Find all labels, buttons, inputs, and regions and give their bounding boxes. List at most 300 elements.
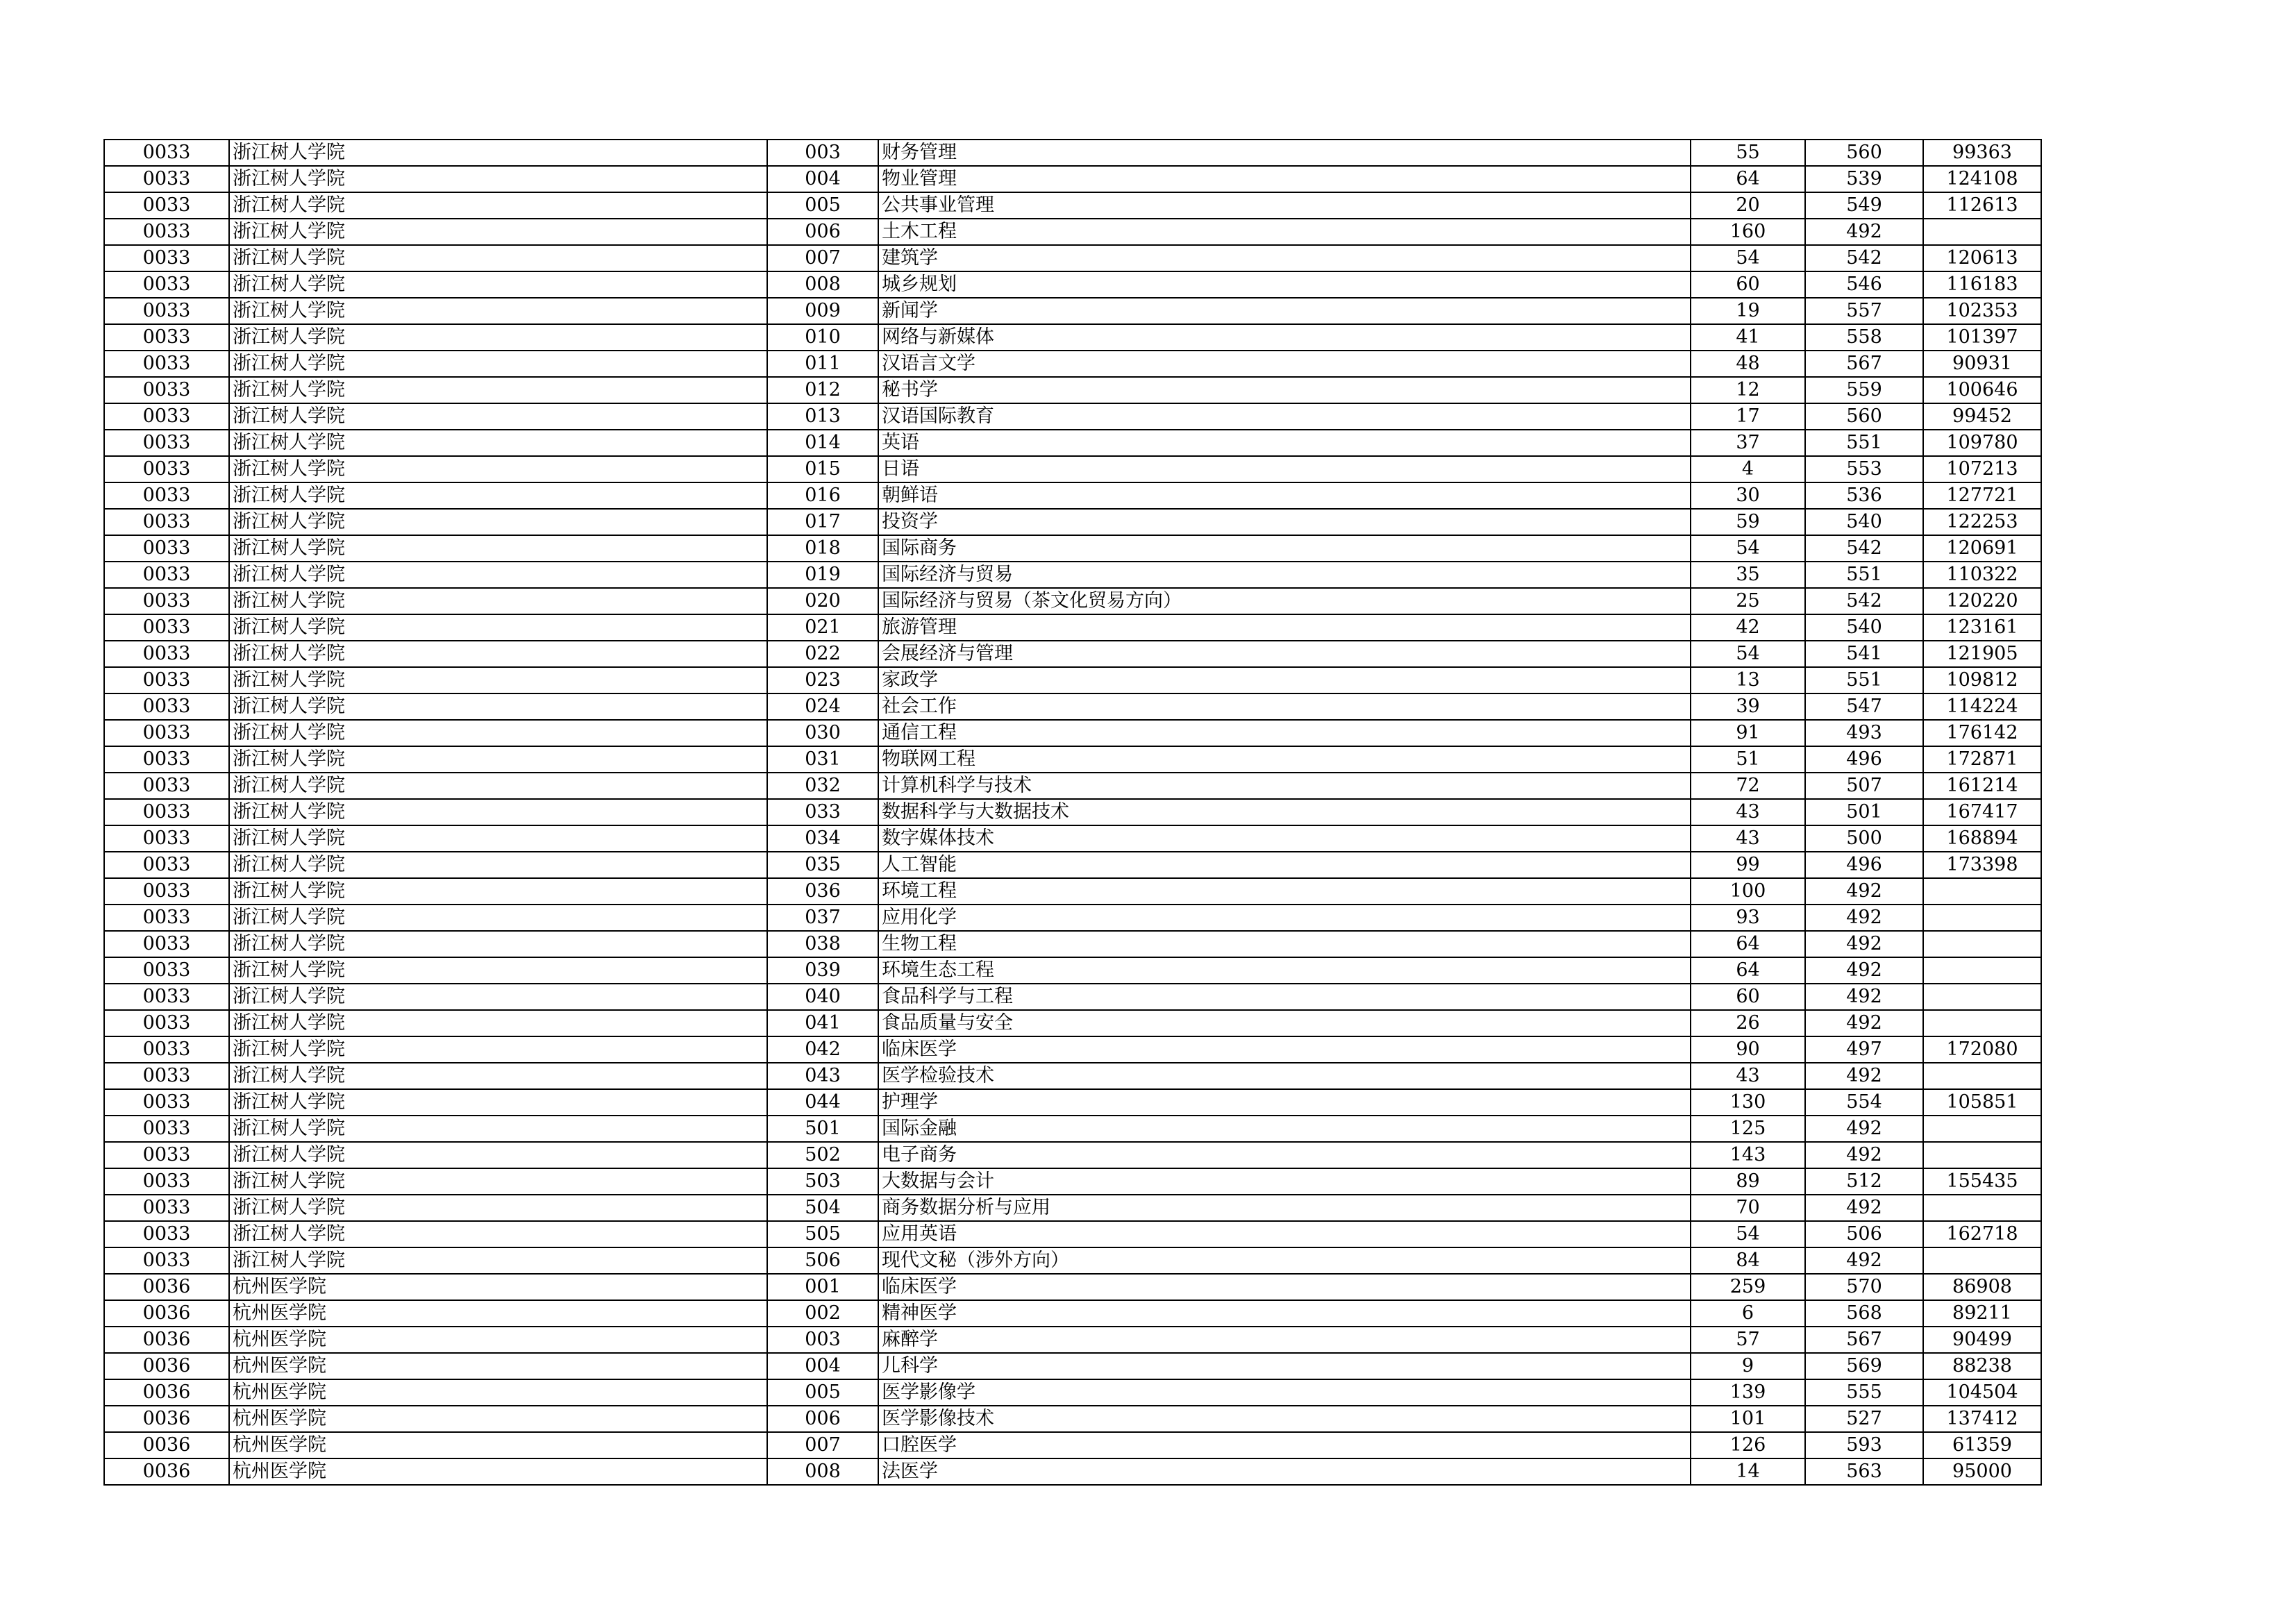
school-code-cell: 0033 — [104, 1063, 229, 1089]
table-row — [104, 825, 2041, 852]
school-name-cell: 杭州医学院 — [229, 1300, 767, 1327]
table-row — [104, 957, 2041, 984]
min-rank-cell — [1923, 878, 2041, 905]
school-code-cell: 0033 — [104, 825, 229, 852]
min-rank-cell — [1923, 1116, 2041, 1142]
major-code-cell: 502 — [767, 1142, 878, 1168]
school-code-cell: 0033 — [104, 720, 229, 746]
min-score-cell: 568 — [1805, 1300, 1923, 1327]
table-row — [104, 1010, 2041, 1036]
school-name-cell: 浙江树人学院 — [229, 825, 767, 852]
major-name-cell: 公共事业管理 — [878, 192, 1691, 219]
major-code-cell: 038 — [767, 931, 878, 957]
school-name-cell: 浙江树人学院 — [229, 1142, 767, 1168]
min-rank-cell: 99452 — [1923, 403, 2041, 430]
min-score-cell: 492 — [1805, 1010, 1923, 1036]
school-code-cell: 0033 — [104, 271, 229, 298]
school-code-cell: 0033 — [104, 799, 229, 825]
major-name-cell: 电子商务 — [878, 1142, 1691, 1168]
school-name-cell: 浙江树人学院 — [229, 351, 767, 377]
major-code-cell: 003 — [767, 1327, 878, 1353]
plan-count-cell: 25 — [1691, 588, 1805, 614]
plan-count-cell: 160 — [1691, 219, 1805, 245]
plan-count-cell: 19 — [1691, 298, 1805, 324]
school-name-cell: 浙江树人学院 — [229, 614, 767, 641]
school-code-cell: 0033 — [104, 1142, 229, 1168]
major-code-cell: 004 — [767, 1353, 878, 1379]
table-row — [104, 403, 2041, 430]
min-score-cell: 501 — [1805, 799, 1923, 825]
plan-count-cell: 57 — [1691, 1327, 1805, 1353]
school-name-cell: 杭州医学院 — [229, 1432, 767, 1458]
table-row — [104, 1406, 2041, 1432]
min-rank-cell: 104504 — [1923, 1379, 2041, 1406]
min-rank-cell — [1923, 984, 2041, 1010]
min-score-cell: 553 — [1805, 456, 1923, 482]
min-rank-cell: 120220 — [1923, 588, 2041, 614]
school-code-cell: 0033 — [104, 641, 229, 667]
major-code-cell: 035 — [767, 852, 878, 878]
school-code-cell: 0033 — [104, 192, 229, 219]
table-row — [104, 140, 2041, 166]
plan-count-cell: 91 — [1691, 720, 1805, 746]
major-code-cell: 036 — [767, 878, 878, 905]
min-rank-cell: 99363 — [1923, 140, 2041, 166]
min-score-cell: 527 — [1805, 1406, 1923, 1432]
min-score-cell: 492 — [1805, 1116, 1923, 1142]
min-rank-cell: 121905 — [1923, 641, 2041, 667]
table-row — [104, 905, 2041, 931]
plan-count-cell: 12 — [1691, 377, 1805, 403]
plan-count-cell: 259 — [1691, 1274, 1805, 1300]
min-rank-cell — [1923, 1195, 2041, 1221]
major-code-cell: 024 — [767, 693, 878, 720]
major-code-cell: 031 — [767, 746, 878, 773]
major-code-cell: 504 — [767, 1195, 878, 1221]
min-rank-cell: 173398 — [1923, 852, 2041, 878]
min-score-cell: 559 — [1805, 377, 1923, 403]
school-name-cell: 浙江树人学院 — [229, 957, 767, 984]
plan-count-cell: 42 — [1691, 614, 1805, 641]
min-rank-cell: 109812 — [1923, 667, 2041, 693]
major-code-cell: 009 — [767, 298, 878, 324]
min-score-cell: 560 — [1805, 140, 1923, 166]
school-name-cell: 浙江树人学院 — [229, 1221, 767, 1247]
school-name-cell: 浙江树人学院 — [229, 509, 767, 535]
major-name-cell: 投资学 — [878, 509, 1691, 535]
plan-count-cell: 64 — [1691, 957, 1805, 984]
school-code-cell: 0033 — [104, 984, 229, 1010]
school-code-cell: 0033 — [104, 456, 229, 482]
table-body — [104, 140, 2041, 1485]
table-row — [104, 1063, 2041, 1089]
major-name-cell: 计算机科学与技术 — [878, 773, 1691, 799]
min-rank-cell: 137412 — [1923, 1406, 2041, 1432]
major-name-cell: 医学检验技术 — [878, 1063, 1691, 1089]
table-row — [104, 166, 2041, 192]
major-name-cell: 家政学 — [878, 667, 1691, 693]
major-name-cell: 国际经济与贸易 — [878, 562, 1691, 588]
table-row — [104, 1379, 2041, 1406]
school-name-cell: 浙江树人学院 — [229, 1247, 767, 1274]
plan-count-cell: 99 — [1691, 852, 1805, 878]
major-code-cell: 033 — [767, 799, 878, 825]
min-score-cell: 555 — [1805, 1379, 1923, 1406]
min-rank-cell: 88238 — [1923, 1353, 2041, 1379]
school-code-cell: 0033 — [104, 403, 229, 430]
school-code-cell: 0033 — [104, 1221, 229, 1247]
school-name-cell: 杭州医学院 — [229, 1327, 767, 1353]
min-score-cell: 551 — [1805, 430, 1923, 456]
min-rank-cell: 167417 — [1923, 799, 2041, 825]
table-row — [104, 1432, 2041, 1458]
school-code-cell: 0033 — [104, 351, 229, 377]
plan-count-cell: 70 — [1691, 1195, 1805, 1221]
min-score-cell: 540 — [1805, 509, 1923, 535]
school-code-cell: 0033 — [104, 1116, 229, 1142]
table-row — [104, 192, 2041, 219]
table-row — [104, 1195, 2041, 1221]
min-rank-cell: 114224 — [1923, 693, 2041, 720]
school-code-cell: 0033 — [104, 957, 229, 984]
admission-table — [103, 139, 2042, 1486]
table-row — [104, 931, 2041, 957]
school-name-cell: 浙江树人学院 — [229, 430, 767, 456]
min-rank-cell: 95000 — [1923, 1458, 2041, 1485]
table-row — [104, 1458, 2041, 1485]
major-name-cell: 物联网工程 — [878, 746, 1691, 773]
min-score-cell: 567 — [1805, 1327, 1923, 1353]
min-rank-cell: 109780 — [1923, 430, 2041, 456]
table-row — [104, 984, 2041, 1010]
plan-count-cell: 20 — [1691, 192, 1805, 219]
min-score-cell: 492 — [1805, 984, 1923, 1010]
major-name-cell: 商务数据分析与应用 — [878, 1195, 1691, 1221]
school-code-cell: 0033 — [104, 878, 229, 905]
major-code-cell: 015 — [767, 456, 878, 482]
school-name-cell: 浙江树人学院 — [229, 324, 767, 351]
min-score-cell: 492 — [1805, 878, 1923, 905]
school-name-cell: 浙江树人学院 — [229, 667, 767, 693]
min-score-cell: 557 — [1805, 298, 1923, 324]
min-score-cell: 593 — [1805, 1432, 1923, 1458]
min-score-cell: 492 — [1805, 1063, 1923, 1089]
table-row — [104, 667, 2041, 693]
school-name-cell: 浙江树人学院 — [229, 905, 767, 931]
table-row — [104, 852, 2041, 878]
min-rank-cell: 122253 — [1923, 509, 2041, 535]
school-code-cell: 0033 — [104, 509, 229, 535]
plan-count-cell: 37 — [1691, 430, 1805, 456]
major-code-cell: 042 — [767, 1036, 878, 1063]
major-code-cell: 040 — [767, 984, 878, 1010]
min-score-cell: 506 — [1805, 1221, 1923, 1247]
plan-count-cell: 60 — [1691, 984, 1805, 1010]
min-score-cell: 493 — [1805, 720, 1923, 746]
plan-count-cell: 60 — [1691, 271, 1805, 298]
major-code-cell: 041 — [767, 1010, 878, 1036]
school-name-cell: 杭州医学院 — [229, 1458, 767, 1485]
major-name-cell: 护理学 — [878, 1089, 1691, 1116]
major-code-cell: 007 — [767, 1432, 878, 1458]
major-name-cell: 旅游管理 — [878, 614, 1691, 641]
min-rank-cell — [1923, 905, 2041, 931]
school-code-cell: 0033 — [104, 1089, 229, 1116]
school-name-cell: 浙江树人学院 — [229, 1195, 767, 1221]
plan-count-cell: 41 — [1691, 324, 1805, 351]
min-rank-cell: 124108 — [1923, 166, 2041, 192]
major-code-cell: 011 — [767, 351, 878, 377]
plan-count-cell: 89 — [1691, 1168, 1805, 1195]
min-rank-cell — [1923, 1063, 2041, 1089]
plan-count-cell: 26 — [1691, 1010, 1805, 1036]
school-name-cell: 浙江树人学院 — [229, 1063, 767, 1089]
min-rank-cell: 105851 — [1923, 1089, 2041, 1116]
major-code-cell: 039 — [767, 957, 878, 984]
min-rank-cell: 100646 — [1923, 377, 2041, 403]
school-name-cell: 浙江树人学院 — [229, 773, 767, 799]
min-score-cell: 496 — [1805, 852, 1923, 878]
school-name-cell: 浙江树人学院 — [229, 456, 767, 482]
min-rank-cell: 172080 — [1923, 1036, 2041, 1063]
min-score-cell: 547 — [1805, 693, 1923, 720]
plan-count-cell: 59 — [1691, 509, 1805, 535]
plan-count-cell: 30 — [1691, 482, 1805, 509]
min-score-cell: 512 — [1805, 1168, 1923, 1195]
school-name-cell: 浙江树人学院 — [229, 799, 767, 825]
plan-count-cell: 64 — [1691, 931, 1805, 957]
min-score-cell: 542 — [1805, 588, 1923, 614]
plan-count-cell: 143 — [1691, 1142, 1805, 1168]
min-rank-cell: 120691 — [1923, 535, 2041, 562]
plan-count-cell: 54 — [1691, 535, 1805, 562]
min-score-cell: 551 — [1805, 562, 1923, 588]
min-rank-cell: 110322 — [1923, 562, 2041, 588]
plan-count-cell: 6 — [1691, 1300, 1805, 1327]
major-name-cell: 财务管理 — [878, 140, 1691, 166]
school-code-cell: 0033 — [104, 693, 229, 720]
table-row — [104, 562, 2041, 588]
school-code-cell: 0033 — [104, 482, 229, 509]
school-name-cell: 浙江树人学院 — [229, 1010, 767, 1036]
min-rank-cell: 123161 — [1923, 614, 2041, 641]
min-rank-cell: 168894 — [1923, 825, 2041, 852]
school-code-cell: 0033 — [104, 773, 229, 799]
school-name-cell: 浙江树人学院 — [229, 1116, 767, 1142]
min-rank-cell: 90499 — [1923, 1327, 2041, 1353]
plan-count-cell: 55 — [1691, 140, 1805, 166]
table-row — [104, 1116, 2041, 1142]
school-code-cell: 0036 — [104, 1379, 229, 1406]
table-row — [104, 799, 2041, 825]
major-name-cell: 麻醉学 — [878, 1327, 1691, 1353]
school-name-cell: 浙江树人学院 — [229, 271, 767, 298]
major-name-cell: 现代文秘（涉外方向） — [878, 1247, 1691, 1274]
min-rank-cell — [1923, 931, 2041, 957]
min-rank-cell — [1923, 957, 2041, 984]
school-code-cell: 0033 — [104, 1247, 229, 1274]
min-score-cell: 569 — [1805, 1353, 1923, 1379]
plan-count-cell: 39 — [1691, 693, 1805, 720]
min-score-cell: 492 — [1805, 219, 1923, 245]
table-row — [104, 1353, 2041, 1379]
school-code-cell: 0033 — [104, 1010, 229, 1036]
school-code-cell: 0033 — [104, 377, 229, 403]
plan-count-cell: 101 — [1691, 1406, 1805, 1432]
major-name-cell: 新闻学 — [878, 298, 1691, 324]
table-row — [104, 1142, 2041, 1168]
school-code-cell: 0033 — [104, 588, 229, 614]
min-rank-cell — [1923, 1247, 2041, 1274]
major-name-cell: 网络与新媒体 — [878, 324, 1691, 351]
min-rank-cell: 112613 — [1923, 192, 2041, 219]
school-name-cell: 杭州医学院 — [229, 1406, 767, 1432]
min-score-cell: 570 — [1805, 1274, 1923, 1300]
major-name-cell: 大数据与会计 — [878, 1168, 1691, 1195]
major-name-cell: 社会工作 — [878, 693, 1691, 720]
min-score-cell: 496 — [1805, 746, 1923, 773]
school-code-cell: 0033 — [104, 1036, 229, 1063]
table-row — [104, 1036, 2041, 1063]
school-name-cell: 浙江树人学院 — [229, 852, 767, 878]
min-score-cell: 542 — [1805, 535, 1923, 562]
school-code-cell: 0033 — [104, 140, 229, 166]
major-name-cell: 临床医学 — [878, 1274, 1691, 1300]
major-name-cell: 环境生态工程 — [878, 957, 1691, 984]
table-row — [104, 1089, 2041, 1116]
school-name-cell: 浙江树人学院 — [229, 377, 767, 403]
school-name-cell: 浙江树人学院 — [229, 403, 767, 430]
major-code-cell: 032 — [767, 773, 878, 799]
major-code-cell: 506 — [767, 1247, 878, 1274]
plan-count-cell: 54 — [1691, 245, 1805, 271]
table-row — [104, 271, 2041, 298]
min-score-cell: 551 — [1805, 667, 1923, 693]
school-code-cell: 0036 — [104, 1300, 229, 1327]
major-name-cell: 国际经济与贸易（茶文化贸易方向） — [878, 588, 1691, 614]
school-code-cell: 0033 — [104, 905, 229, 931]
table-row — [104, 1221, 2041, 1247]
school-name-cell: 浙江树人学院 — [229, 140, 767, 166]
major-code-cell: 023 — [767, 667, 878, 693]
major-name-cell: 食品科学与工程 — [878, 984, 1691, 1010]
major-name-cell: 英语 — [878, 430, 1691, 456]
school-code-cell: 0033 — [104, 667, 229, 693]
min-score-cell: 492 — [1805, 957, 1923, 984]
table-row — [104, 351, 2041, 377]
school-code-cell: 0033 — [104, 166, 229, 192]
min-score-cell: 549 — [1805, 192, 1923, 219]
plan-count-cell: 35 — [1691, 562, 1805, 588]
min-score-cell: 541 — [1805, 641, 1923, 667]
school-code-cell: 0036 — [104, 1406, 229, 1432]
min-score-cell: 507 — [1805, 773, 1923, 799]
min-rank-cell: 120613 — [1923, 245, 2041, 271]
school-name-cell: 浙江树人学院 — [229, 720, 767, 746]
min-score-cell: 492 — [1805, 905, 1923, 931]
major-code-cell: 008 — [767, 271, 878, 298]
min-score-cell: 536 — [1805, 482, 1923, 509]
school-code-cell: 0033 — [104, 852, 229, 878]
table-row — [104, 456, 2041, 482]
table-row — [104, 693, 2041, 720]
school-code-cell: 0033 — [104, 562, 229, 588]
major-code-cell: 006 — [767, 1406, 878, 1432]
min-rank-cell: 102353 — [1923, 298, 2041, 324]
major-name-cell: 建筑学 — [878, 245, 1691, 271]
major-name-cell: 人工智能 — [878, 852, 1691, 878]
table-row — [104, 430, 2041, 456]
min-rank-cell — [1923, 1142, 2041, 1168]
major-name-cell: 生物工程 — [878, 931, 1691, 957]
table-row — [104, 219, 2041, 245]
major-code-cell: 017 — [767, 509, 878, 535]
min-score-cell: 539 — [1805, 166, 1923, 192]
school-name-cell: 浙江树人学院 — [229, 482, 767, 509]
school-name-cell: 杭州医学院 — [229, 1274, 767, 1300]
table-row — [104, 1327, 2041, 1353]
school-code-cell: 0036 — [104, 1432, 229, 1458]
major-code-cell: 005 — [767, 1379, 878, 1406]
plan-count-cell: 126 — [1691, 1432, 1805, 1458]
school-name-cell: 杭州医学院 — [229, 1379, 767, 1406]
school-code-cell: 0036 — [104, 1458, 229, 1485]
major-name-cell: 日语 — [878, 456, 1691, 482]
min-score-cell: 500 — [1805, 825, 1923, 852]
plan-count-cell: 72 — [1691, 773, 1805, 799]
school-name-cell: 浙江树人学院 — [229, 298, 767, 324]
major-code-cell: 503 — [767, 1168, 878, 1195]
table-row — [104, 614, 2041, 641]
major-name-cell: 儿科学 — [878, 1353, 1691, 1379]
plan-count-cell: 130 — [1691, 1089, 1805, 1116]
major-name-cell: 国际商务 — [878, 535, 1691, 562]
min-rank-cell: 86908 — [1923, 1274, 2041, 1300]
major-code-cell: 012 — [767, 377, 878, 403]
school-name-cell: 浙江树人学院 — [229, 219, 767, 245]
min-rank-cell: 90931 — [1923, 351, 2041, 377]
school-code-cell: 0033 — [104, 1195, 229, 1221]
major-code-cell: 007 — [767, 245, 878, 271]
major-name-cell: 汉语言文学 — [878, 351, 1691, 377]
major-name-cell: 临床医学 — [878, 1036, 1691, 1063]
school-name-cell: 浙江树人学院 — [229, 1036, 767, 1063]
major-code-cell: 043 — [767, 1063, 878, 1089]
table-row — [104, 588, 2041, 614]
table-row — [104, 720, 2041, 746]
table-row — [104, 535, 2041, 562]
school-code-cell: 0033 — [104, 430, 229, 456]
plan-count-cell: 48 — [1691, 351, 1805, 377]
table-row — [104, 324, 2041, 351]
major-name-cell: 应用英语 — [878, 1221, 1691, 1247]
school-code-cell: 0033 — [104, 614, 229, 641]
major-name-cell: 应用化学 — [878, 905, 1691, 931]
min-score-cell: 546 — [1805, 271, 1923, 298]
school-code-cell: 0033 — [104, 219, 229, 245]
major-code-cell: 018 — [767, 535, 878, 562]
school-name-cell: 浙江树人学院 — [229, 641, 767, 667]
school-name-cell: 浙江树人学院 — [229, 562, 767, 588]
min-score-cell: 560 — [1805, 403, 1923, 430]
table-row — [104, 298, 2041, 324]
min-rank-cell: 172871 — [1923, 746, 2041, 773]
school-name-cell: 浙江树人学院 — [229, 693, 767, 720]
school-code-cell: 0033 — [104, 298, 229, 324]
min-score-cell: 554 — [1805, 1089, 1923, 1116]
major-name-cell: 秘书学 — [878, 377, 1691, 403]
table-row — [104, 1274, 2041, 1300]
